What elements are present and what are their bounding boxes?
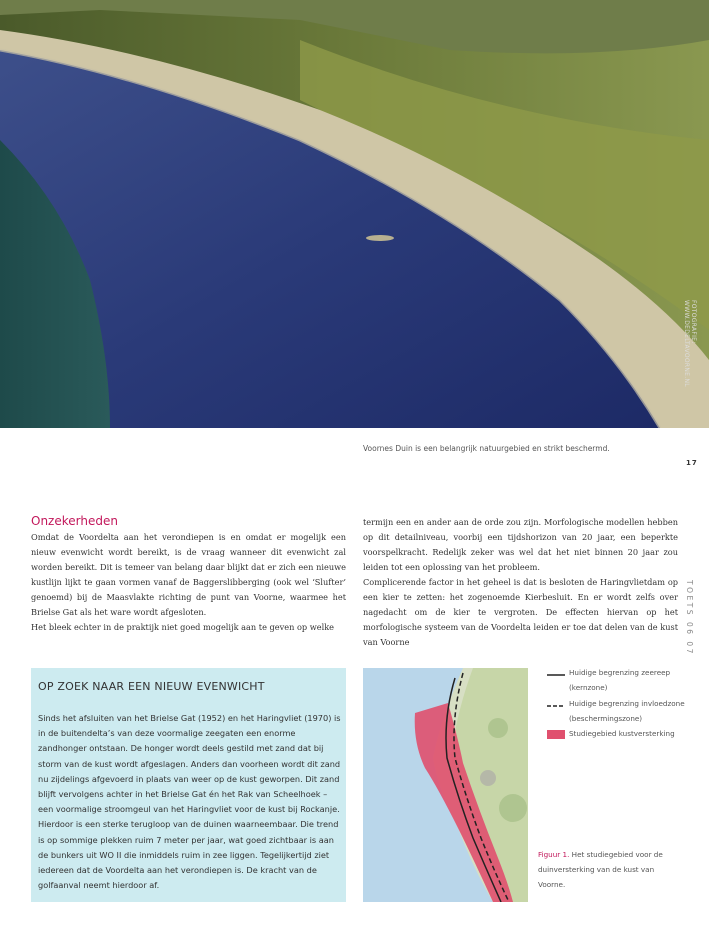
- paragraph: Omdat de Voordelta aan het verondiepen is en omdat er mogelijk een nieuw evenwicht wordt bereikt, is de vraag wanneer dit evenwicht zal worden bereikt. Dit is temeer van belang daar blijkt dat er zich een nieuwe kustlijn lijkt te gaan vormen vanaf de Baggerslibberging (ook wel ‘Slufter’ genoemd) bij de Maasvlakte richting de punt van Voorne, waarmee het Brielse Gat als het ware wordt afgesloten.: [31, 532, 346, 617]
- figure-label: Figuur 1.: [538, 850, 570, 859]
- paragraph: termijn een en ander aan de orde zou zijn. Morfologische modellen hebben op dit detailniveau, voorbij een tijdshorizon van 20 jaar, een beperkte voorspelkracht. Redelijk zeker was wel dat het niet binnen 20 jaar zou leiden tot een oplossing van het probleem.: [363, 517, 678, 572]
- photo-credit: FOTOGRAFIE: WWW.DEDELTAVOORNE.NL: [683, 300, 697, 387]
- aerial-photo: [0, 0, 709, 428]
- info-box-title: OP ZOEK NAAR EEN NIEUW EVENWICHT: [38, 680, 265, 693]
- section-heading: Onzekerheden: [31, 514, 118, 528]
- info-box: [31, 668, 346, 902]
- study-area-map: [363, 668, 528, 902]
- paragraph: Het bleek echter in de praktijk niet goed mogelijk aan te geven op welke: [31, 622, 335, 632]
- magazine-brand: TOETS 06 07: [685, 580, 694, 656]
- figure-caption: [538, 847, 668, 892]
- photo-caption: Voornes Duin is een belangrijk natuurgebied en strikt beschermd.: [363, 444, 610, 453]
- figure-caption-text: Het studiegebied voor de duinversterking van de kust van Voorne.: [538, 850, 663, 889]
- article-column-1: [31, 530, 346, 635]
- info-box-text: Sinds het afsluiten van het Brielse Gat (1952) en het Haringvliet (1970) is in de buitendelta’s van deze voormalige zeegaten een enorme zandhonger ontstaan. De honger wordt deels gestild met zand dat bij storm van de kust wordt afgeslagen. Anders dan voorheen wordt dit zand nu zijdelings afgevoerd in plaats van weer op de kust geworpen. Dit zand blijft vervolgens achter in het Brielse Gat én het Rak van Scheelhoek – een voormalige stroomgeul van het Haringvliet voor de kust bij Rockanje. Hierdoor is een sterke terugloop van de duinen waarneembaar. Die trend is op sommige plekken ruim 7 meter per jaar, wat goed zichtbaar is aan de bunkers uit WO II die inmiddels ruim in zee liggen. Tegelijkertijd ziet iedereen dat de Voordelta aan het verondiepen is. De kracht van de golfaanval neemt hierdoor af.: [38, 713, 341, 891]
- page-number: 17: [686, 459, 698, 467]
- article-column-2: [363, 515, 678, 650]
- paragraph: Complicerende factor in het geheel is dat is besloten de Haringvlietdam op een kier te zetten: het zogenoemde Kierbesluit. En er wordt zelfs over nagedacht om de kier te vergroten. De effecten hiervan op het morfologische systeem van de Voordelta leiden er toe dat delen van de kust van Voorne: [363, 577, 678, 647]
